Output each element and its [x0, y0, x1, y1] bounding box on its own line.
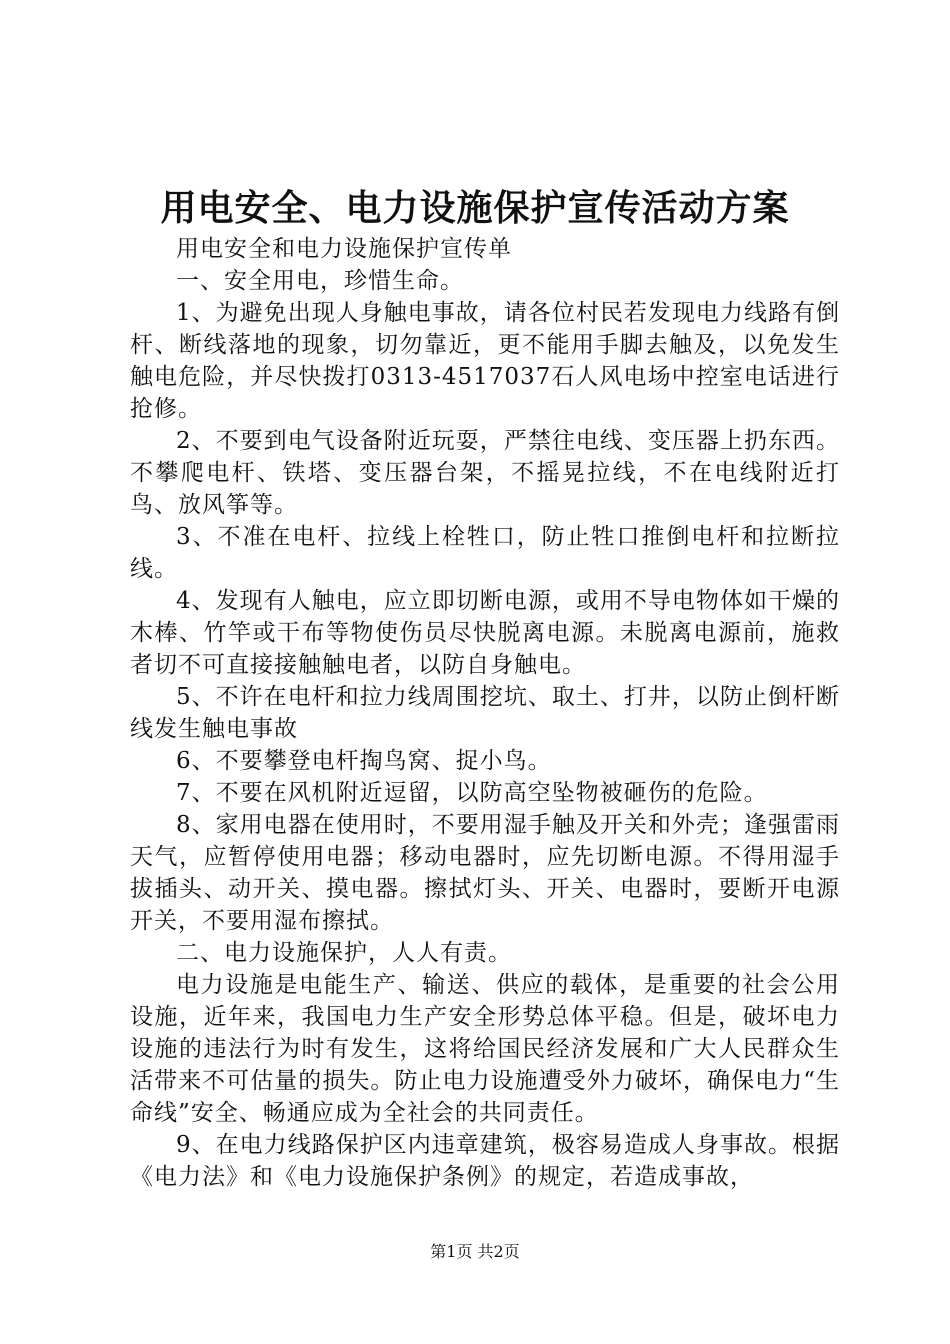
section-heading-protection: 二、电力设施保护，人人有责。 [176, 940, 512, 966]
paragraph-item-8: 8、家用电器在使用时，不要用湿手触及开关和外壳；逢强雷雨天气，应暂停使用电器；移动电器时，应先切断电源。不得用湿手拔插头、动开关、摸电器。擦拭灯头、开关、电器时，要断开电源开关，不要用湿布擦拭。 [130, 812, 840, 934]
paragraph-protection-intro: 电力设施是电能生产、输送、供应的载体，是重要的社会公用设施，近年来，我国电力生产安全形势总体平稳。但是，破坏电力设施的违法行为时有发生，这将给国民经济发展和广大人民群众生活带来不可估量的损失。防止电力设施遭受外力破坏，确保电力“生命线”安全、畅通应成为全社会的共同责任。 [130, 972, 840, 1126]
paragraph-item-7: 7、不要在风机附近逗留，以防高空坠物被砸伤的危险。 [176, 780, 768, 806]
paragraph-item-4: 4、发现有人触电，应立即切断电源，或用不导电物体如干燥的木棒、竹竿或干布等物使伤员尽快脱离电源。未脱离电源前，施救者切不可直接接触触电者，以防自身触电。 [130, 588, 840, 678]
section-heading-safety: 一、安全用电，珍惜生命。 [176, 268, 464, 294]
paragraph-subtitle: 用电安全和电力设施保护宣传单 [176, 236, 512, 262]
paragraph-item-9: 9、在电力线路保护区内违章建筑，极容易造成人身事故。根据《电力法》和《电力设施保护条例》的规定，若造成事故， [130, 1132, 840, 1190]
page-footer: 第1页 共2页 [430, 1242, 520, 1261]
paragraph-item-3: 3、不准在电杆、拉线上栓牲口，防止牲口推倒电杆和拉断拉线。 [130, 524, 840, 582]
paragraph-item-2: 2、不要到电气设备附近玩耍，严禁往电线、变压器上扔东西。不攀爬电杆、铁塔、变压器台架，不摇晃拉线，不在电线附近打鸟、放风筝等。 [130, 428, 840, 518]
document-title: 用电安全、电力设施保护宣传活动方案 [160, 188, 790, 229]
paragraph-item-1: 1、为避免出现人身触电事故，请各位村民若发现电力线路有倒杆、断线落地的现象，切勿靠近，更不能用手脚去触及，以免发生触电危险，并尽快拨打0313-4517037石人风电场中控室电话进行抢修。 [130, 300, 840, 422]
paragraph-item-5: 5、不许在电杆和拉力线周围挖坑、取土、打井，以防止倒杆断线发生触电事故 [130, 684, 840, 742]
paragraph-item-6: 6、不要攀登电杆掏鸟窝、捉小鸟。 [176, 748, 552, 774]
document-body [130, 233, 840, 1193]
